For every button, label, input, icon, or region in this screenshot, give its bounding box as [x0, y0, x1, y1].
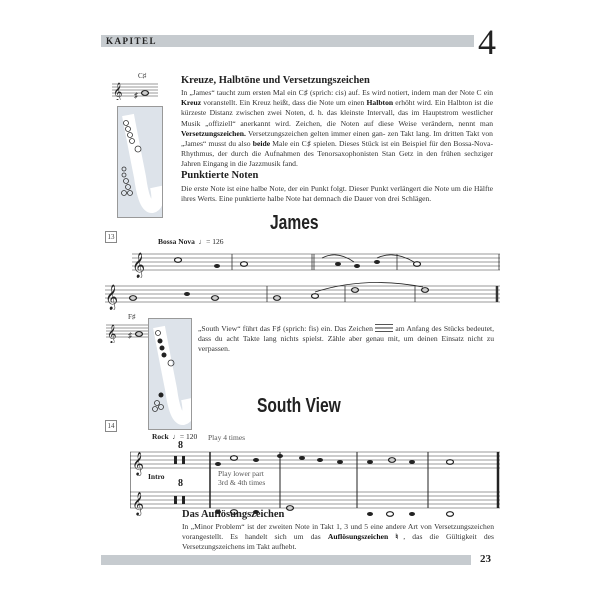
svg-text:𝄞: 𝄞 — [132, 453, 144, 475]
music-staff-james-1 — [132, 248, 500, 278]
section-heading-aufloesung: Das Auflösungszeichen — [182, 509, 285, 520]
svg-text:𝄞: 𝄞 — [105, 284, 119, 309]
svg-text:𝄞: 𝄞 — [107, 326, 117, 343]
section-text-punktierte: Die erste Note ist eine halbe Note, der ein Punkt folgt. Dieser Punkt verlängert die Note um die Hälfte ihres Werts. Eine punktierte halbe Note hat demnach die Dauer von drei Schlägen. — [181, 184, 493, 204]
rest-count-lower: 8 — [178, 478, 183, 489]
track-number-14: 14 — [105, 420, 117, 432]
track-number-13: 13 — [105, 231, 117, 243]
music-staff-james-2 — [105, 278, 500, 310]
style-marking-james: Bossa Nova ♩= 126 — [158, 237, 224, 246]
svg-text:♯: ♯ — [128, 331, 132, 340]
section-heading-kreuze: Kreuze, Halbtöne und Versetzungszeichen — [181, 75, 370, 86]
sax-fingering-diagram-csharp — [117, 106, 163, 218]
svg-text:𝄞: 𝄞 — [132, 493, 144, 515]
chapter-number: 4 — [478, 22, 496, 62]
repeat-instruction: Play 4 times — [208, 433, 246, 442]
page-number: 23 — [480, 553, 491, 565]
chapter-label: KAPITEL — [106, 36, 158, 46]
treble-staff-icon — [112, 72, 158, 100]
lower-part-instruction: Play lower part 3rd & 4th times — [218, 469, 266, 487]
svg-text:𝄞: 𝄞 — [132, 252, 146, 277]
intro-label: Intro — [148, 472, 165, 481]
multirest-icon — [375, 324, 393, 332]
piece-title-south-view: South View — [257, 395, 341, 417]
section-text-kreuze: In „James“ taucht zum ersten Mal ein C♯ (sprich: cis) auf. Es wird notiert, indem man der Note C ein Kreuz voranstellt. Ein Kreuz heißt, dass die Note um einen Halbton erhöht wird. Ein Halbton ist die kürzeste Distanz zwischen zwei Noten, d. h. das kleinste Intervall, das im Hauptstrom westlicher Musik „offiziell“ anerkannt wird. Zeichen, die Noten auf diese Weise verändern, nennt man Versetzungszeichen. Versetzungszeichen gelten immer einen gan- zen Takt lang. Im dritten Takt von „James“ musst du also beide Male ein C♯ spielen. Dieses Stück ist ein Beispiel für den Bossa-Nova-Rhythmus, der durch die Aufnahmen des Tenorsaxophonisten Stan Getz in den frühen sechziger Jahren Eingang in die Jazzmusik fand. — [181, 88, 493, 169]
sax-fingering-diagram-fsharp — [148, 318, 192, 430]
svg-text:𝄞: 𝄞 — [113, 84, 123, 100]
note-staff-csharp — [112, 72, 158, 100]
style-marking-south-view: Rock ♩= 120 — [152, 432, 198, 441]
note-label-fsharp: F♯ — [128, 313, 136, 321]
saxophone-icon — [118, 107, 162, 217]
section-text-south-view-intro: „South View“ führt das F♯ (sprich: fis) ein. Das Zeichen am Anfang des Stücks bedeutet, dass du acht Takte lang nichts spielst. Zähle aber genau mit, um deinen Einsatz nicht zu verpassen. — [198, 324, 494, 354]
sheet-music-icon — [132, 248, 500, 278]
note-label-csharp: C♯ — [138, 72, 147, 80]
piece-title-james: James — [270, 212, 319, 234]
section-heading-punktierte: Punktierte Noten — [181, 170, 259, 181]
rest-count-upper: 8 — [178, 440, 183, 451]
footer-bar — [101, 555, 471, 565]
section-text-aufloesung: In „Minor Problem“ ist der zweiten Note in Takt 1, 3 und 5 eine andere Art von Versetzungszeichen vorangestellt. Es handelt sich um das Auflösungszeichen ♮, das die Gültigkeit des Versetzungszeichens im Takt aufhebt. — [182, 522, 494, 552]
sheet-music-icon — [105, 278, 500, 310]
svg-text:♯: ♯ — [134, 91, 138, 100]
saxophone-icon — [149, 319, 191, 429]
